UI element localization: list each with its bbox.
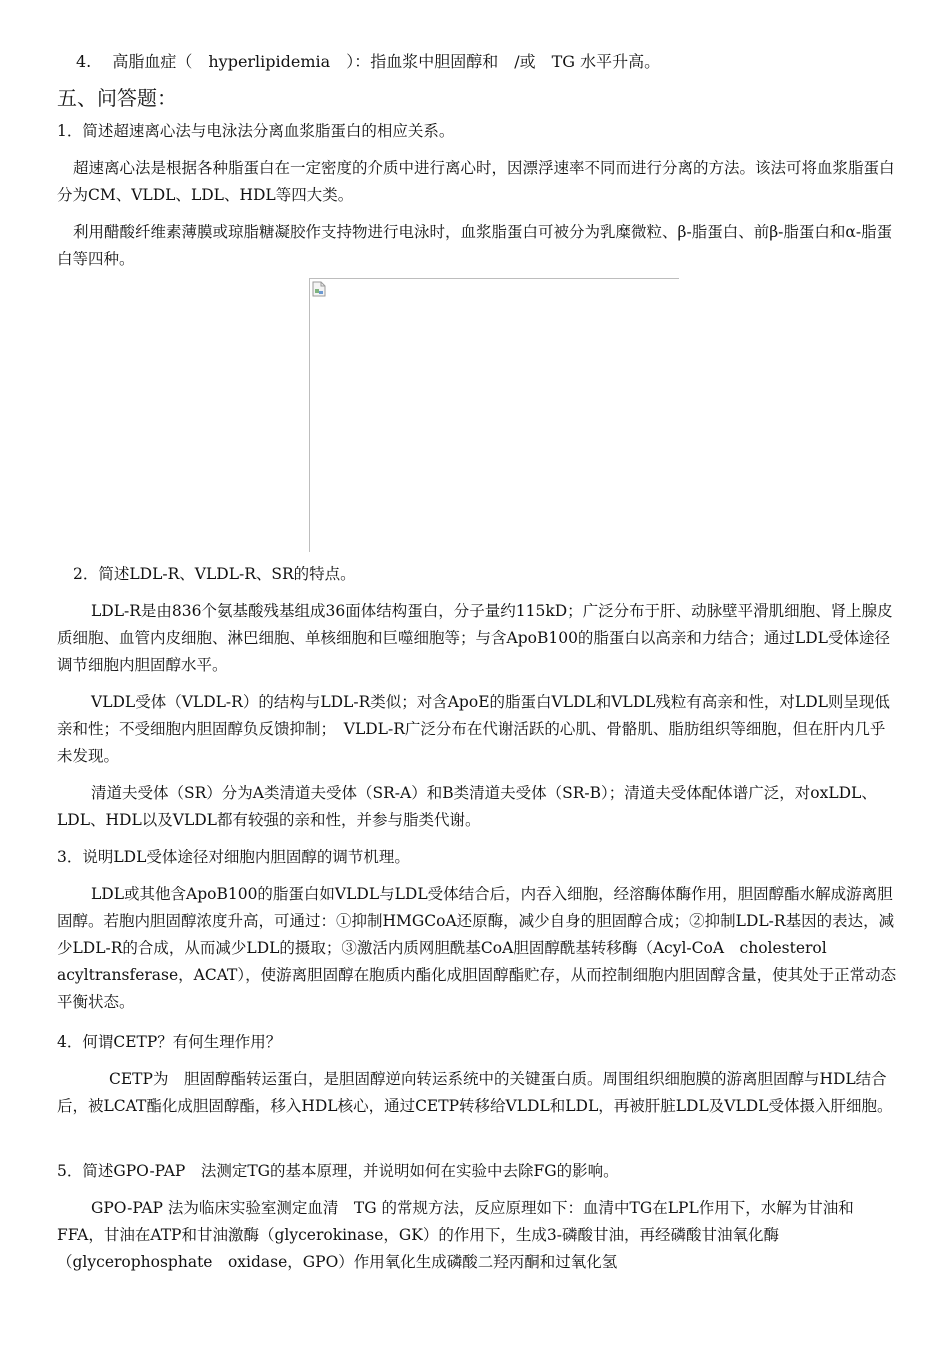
question-2-paragraph-2: VLDL受体（VLDL-R）的结构与LDL-R类似；对含ApoE的脂蛋白VLDL和VLDL残粒有高亲和性，对LDL则呈现低亲和性；不受细胞内胆固醇负反馈抑制； VLDL-R广泛分布在代谢活跃的心肌、骨骼肌、脂肪组织等细胞，但在肝内几乎未发现。: [57, 693, 890, 765]
question-4-title: 4．何谓CETP？有何生理作用？: [57, 1033, 282, 1051]
question-2: [57, 561, 897, 834]
question-5: [57, 1158, 897, 1276]
question-1: [57, 118, 897, 273]
section-title: 五、问答题：: [57, 86, 177, 110]
question-2-title: 2．简述LDL-R、VLDL-R、SR的特点。: [73, 565, 356, 583]
question-1-paragraph-2: 利用醋酸纤维素薄膜或琼脂糖凝胶作支持物进行电泳时，血浆脂蛋白可被分为乳糜微粒、β-脂蛋白、前β-脂蛋白和α-脂蛋白等四种。: [57, 223, 893, 268]
question-2-paragraph-1: LDL-R是由836个氨基酸残基组成36面体结构蛋白，分子量约115kD；广泛分布于肝、动脉壁平滑肌细胞、肾上腺皮质细胞、血管内皮细胞、淋巴细胞、单核细胞和巨噬细胞等；与含ApoB100的脂蛋白以高亲和力结合；通过LDL受体途径调节细胞内胆固醇水平。: [57, 602, 893, 674]
question-5-paragraph-1: GPO-PAP 法为临床实验室测定血清 TG 的常规方法，反应原理如下：血清中TG在LPL作用下，水解为甘油和FFA，甘油在ATP和甘油激酶（glycerokinase，GK）的作用下，生成3-磷酸甘油，再经磷酸甘油氧化酶（glycerophosphate oxidase，GPO）作用氧化生成磷酸二羟丙酮和过氧化氢: [57, 1199, 854, 1271]
question-2-paragraph-3: 清道夫受体（SR）分为A类清道夫受体（SR-A）和B类清道夫受体（SR-B）；清道夫受体配体谱广泛，对oxLDL、LDL、HDL以及VLDL都有较强的亲和性，并参与脂类代谢。: [57, 784, 877, 829]
question-5-title: 5．简述GPO-PAP 法测定TG的基本原理，并说明如何在实验中去除FG的影响。: [57, 1162, 619, 1180]
figure-placeholder: [309, 278, 679, 552]
question-4: [57, 1029, 897, 1120]
question-3-paragraph-1: LDL或其他含ApoB100的脂蛋白如VLDL与LDL受体结合后，内吞入细胞，经溶酶体酶作用，胆固醇酯水解成游离胆固醇。若胞内胆固醇浓度升高，可通过：①抑制HMGCoA还原酶，减少自身的胆固醇合成；②抑制LDL-R基因的表达，减少LDL-R的合成，从而减少LDL的摄取；③激活内质网胆酰基CoA胆固醇酰基转移酶（Acyl-CoA cholesterol acyltransferase，ACAT），使游离胆固醇在胞质内酯化成胆固醇酯贮存，从而控制细胞内胆固醇含量，使其处于正常动态平衡状态。: [57, 885, 897, 1011]
question-1-paragraph-1: 超速离心法是根据各种脂蛋白在一定密度的介质中进行离心时，因漂浮速率不同而进行分离的方法。该法可将血浆脂蛋白分为CM、VLDL、LDL、HDL等四大类。: [57, 159, 895, 204]
question-3-title: 3．说明LDL受体途径对细胞内胆固醇的调节机理。: [57, 848, 410, 866]
definition-item-4: 4. 高脂血症（ hyperlipidemia ）：指血浆中胆固醇和 /或 TG 水平升高。: [76, 52, 661, 71]
question-3: [57, 844, 897, 1016]
question-1-title: 1．简述超速离心法与电泳法分离血浆脂蛋白的相应关系。: [57, 122, 455, 140]
broken-image-icon: [312, 281, 326, 297]
question-4-paragraph-1: CETP为 胆固醇酯转运蛋白，是胆固醇逆向转运系统中的关键蛋白质。周围组织细胞膜的游离胆固醇与HDL结合后，被LCAT酯化成胆固醇酯，移入HDL核心，通过CETP转移给VLDL和LDL，再被肝脏LDL及VLDL受体摄入肝细胞。: [57, 1070, 893, 1115]
